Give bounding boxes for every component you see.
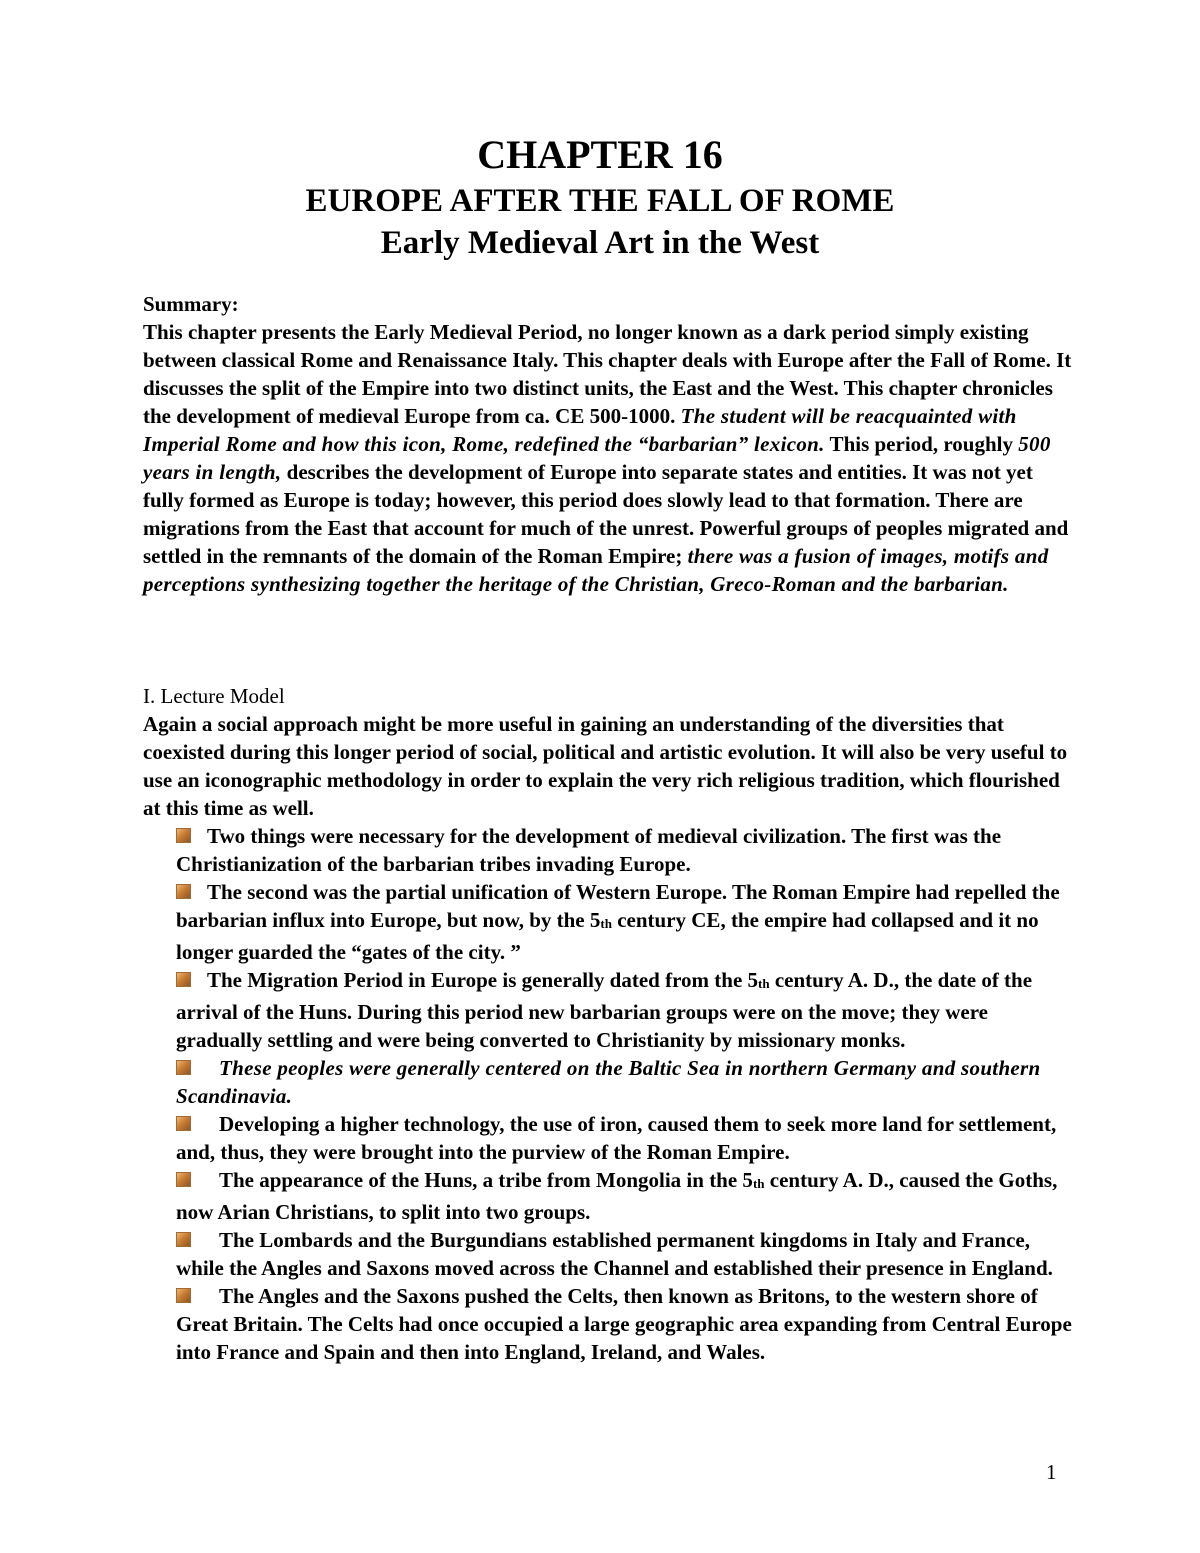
list-item [176, 1054, 1076, 1110]
ordinal-suffix: th [758, 976, 770, 991]
page-number: 1 [1046, 1460, 1057, 1484]
summary-label: Summary: [143, 292, 239, 316]
summary-text-3: describes the development of Europe into separate states and entities. It was not yet fully formed as Europe is today; however, this period does slowly lead to that formation. There are migrations from the East that account for much of the unrest. Powerful groups of peoples migrated and settled in the remnants of the domain of the Roman Empire; [143, 460, 1069, 568]
chapter-subtitle: Early Medieval Art in the West [380, 225, 820, 261]
list-item [176, 878, 1076, 966]
bullet-text: century A. D., caused the Goths, now Arian Christians, to split into two groups. [176, 1168, 1058, 1224]
square-bullet-icon [176, 1060, 191, 1075]
summary-text-2: This period, roughly [824, 432, 1019, 456]
ordinal-suffix: th [752, 1176, 765, 1191]
summary-italic-2: 500 years in length, [143, 432, 1051, 484]
bullet-text: These peoples were generally centered on the Baltic Sea in northern Germany and southern Scandinavia. [176, 1056, 1041, 1108]
summary-paragraph [143, 318, 1073, 598]
summary-italic-3: there was a fusion of images, motifs and perceptions synthesizing together the heritage of the Christian, Greco-Roman and the barbarian. [143, 544, 1049, 596]
square-bullet-icon [176, 828, 191, 843]
bullet-text: The appearance of the Huns, a tribe from Mongolia in the 5 [219, 1168, 753, 1192]
lecture-intro: Again a social approach might be more useful in gaining an understanding of the diversities that coexisted during this longer period of social, political and artistic evolution. It will also be very useful to use an iconographic methodology in order to explain the very rich religious tradition, which flourished at this time as well. [143, 712, 1068, 820]
square-bullet-icon [176, 884, 191, 899]
bullet-text: The Lombards and the Burgundians established permanent kingdoms in Italy and France, while the Angles and Saxons moved across the Channel and established their presence in England. [176, 1228, 1053, 1280]
list-item [176, 966, 1076, 1054]
bullet-text: century A. D., the date of the arrival of the Huns. During this period new barbarian groups were on the move; they were gradually settling and were being converted to Christianity by missionary monks. [176, 968, 1033, 1052]
square-bullet-icon [176, 1288, 191, 1303]
square-bullet-icon [176, 1116, 191, 1131]
ordinal-suffix: th [600, 916, 612, 931]
list-item [176, 1282, 1076, 1366]
bullet-text: Developing a higher technology, the use of iron, caused them to seek more land for settlement, and, thus, they were brought into the purview of the Roman Empire. [176, 1112, 1057, 1164]
lecture-section [143, 682, 1073, 822]
bullet-text: The Angles and the Saxons pushed the Celts, then known as Britons, to the western shore of Great Britain. The Celts had once occupied a large geographic area expanding from Central Europe into France and Spain and then into England, Ireland, and Wales. [176, 1284, 1072, 1364]
bullet-text: The Migration Period in Europe is generally dated from the 5 [207, 968, 759, 992]
bullet-text: century CE, the empire had collapsed and it no longer guarded the “gates of the city. ” [176, 908, 1039, 964]
lecture-heading: I. Lecture Model [143, 684, 285, 708]
square-bullet-icon [176, 1232, 191, 1247]
summary-italic-1: The student will be reacquainted with Imperial Rome and how this icon, Rome, redefined the “barbarian” lexicon. [143, 404, 1017, 456]
list-item [176, 822, 1076, 878]
chapter-title: EUROPE AFTER THE FALL OF ROME [305, 183, 895, 219]
list-item [176, 1166, 1076, 1226]
chapter-heading: CHAPTER 16 [477, 132, 723, 177]
bullet-text: The second was the partial unification of Western Europe. The Roman Empire had repelled the barbarian influx into Europe, but now, by the 5 [176, 880, 1060, 932]
lecture-bullet-list [176, 822, 1076, 1366]
square-bullet-icon [176, 972, 191, 987]
list-item [176, 1226, 1076, 1282]
bullet-text: Two things were necessary for the development of medieval civilization. The first was the Christianization of the barbarian tribes invading Europe. [176, 824, 1002, 876]
list-item [176, 1110, 1076, 1166]
square-bullet-icon [176, 1172, 191, 1187]
summary-text-1: This chapter presents the Early Medieval Period, no longer known as a dark period simply existing between classical Rome and Renaissance Italy. This chapter deals with Europe after the Fall of Rome. It discusses the split of the Empire into two distinct units, the East and the West. This chapter chronicles the development of medieval Europe from ca. CE 500-1000. [143, 320, 1072, 428]
summary-section [143, 290, 1073, 598]
